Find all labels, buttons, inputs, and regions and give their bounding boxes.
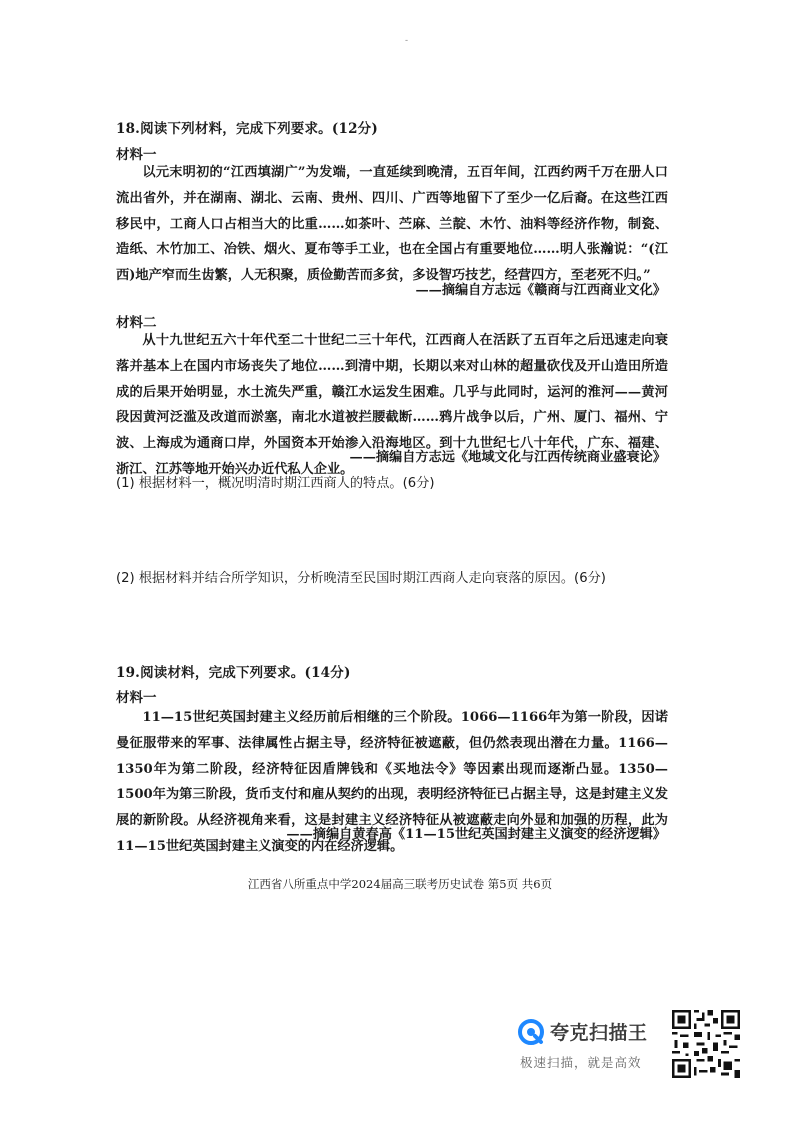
q19-material1-text: 11—15世纪英国封建主义经历前后相继的三个阶段。1066—1166年为第一阶段，因诺曼征服带来的军事、法律属性占据主导，经济特征被遮蔽，但仍然表现出潜在力量。1166—1350年为第二阶段，经济特征因盾牌钱和《买地法令》等因素出现而逐渐凸显。1350—1500年为第三阶段，货币支付和雇从契约的出现，表明经济特征已占据主导，这是封建主义发展的新阶段。从经济视角来看，这是封建主义经济特征从被遮蔽走向外显和加强的历程，此为11—15世纪英国封建主义演变的内在经济逻辑。: [116, 710, 668, 854]
q19-heading: 19.阅读材料，完成下列要求。(14分): [116, 665, 351, 681]
q18-material1-label: 材料一: [116, 147, 157, 163]
q18-material2-source: ——摘编自方志远《地域文化与江西传统商业盛衰论》: [349, 450, 666, 465]
q18-material2-label: 材料二: [116, 315, 157, 331]
watermark-slogan: 极速扫描，就是高效: [520, 1055, 642, 1070]
scan-mark: -: [405, 36, 409, 46]
q18-material1-source: ——摘编自方志远《赣商与江西商业文化》: [415, 283, 666, 298]
q18-heading: 18.阅读下列材料，完成下列要求。(12分): [116, 121, 378, 137]
q18-question-1: (1) 根据材料一，概况明清时期江西商人的特点。(6分): [116, 476, 435, 491]
q19-material1-label: 材料一: [116, 690, 157, 706]
q18-material1-text: 以元末明初的“江西填湖广”为发端，一直延续到晚清，五百年间，江西约两千万在册人口流出省外，并在湖南、湖北、云南、贵州、四川、广西等地留下了至少一亿后裔。在这些江西移民中，工商人口占相当大的比重……如茶叶、苎麻、兰靛、木竹、油料等经济作物，制瓷、造纸、木竹加工、冶铁、烟火、夏布等手工业，也在全国占有重要地位……明人张瀚说：“(江西)地产窄而生齿繁，人无积聚，质俭勤苦而多贫，多设智巧技艺，经营四方，至老死不归。”: [116, 165, 668, 284]
qr-code-icon: [672, 1010, 740, 1078]
scanner-watermark: [518, 1018, 668, 1071]
q18-material2-text: 从十九世纪五六十年代至二十世纪二三十年代，江西商人在活跃了五百年之后迅速走向衰落并基本上在国内市场丧失了地位……到清中期，长期以来对山林的超量砍伐及开山造田所造成的后果开始明显，水土流失严重，赣江水运发生困难。几乎与此同时，运河的淮河——黄河段因黄河泛滥及改道而淤塞，南北水道被拦腰截断……鸦片战争以后，广州、厦门、福州、宁波、上海成为通商口岸，外国资本开始渗入沿海地区。到十九世纪七八十年代，广东、福建、浙江、江苏等地开始兴办近代私人企业。: [116, 333, 668, 477]
quark-logo-icon: [518, 1019, 544, 1045]
watermark-brand: 夸克扫描王: [550, 1022, 648, 1044]
q19-material1-source: ——摘编自黄春高《11—15世纪英国封建主义演变的经济逻辑》: [286, 827, 666, 842]
q18-question-2: (2) 根据材料并结合所学知识，分析晚清至民国时期江西商人走向衰落的原因。(6分): [116, 571, 606, 586]
page-footer: 江西省八所重点中学2024届高三联考历史试卷 第5页 共6页: [247, 877, 553, 891]
